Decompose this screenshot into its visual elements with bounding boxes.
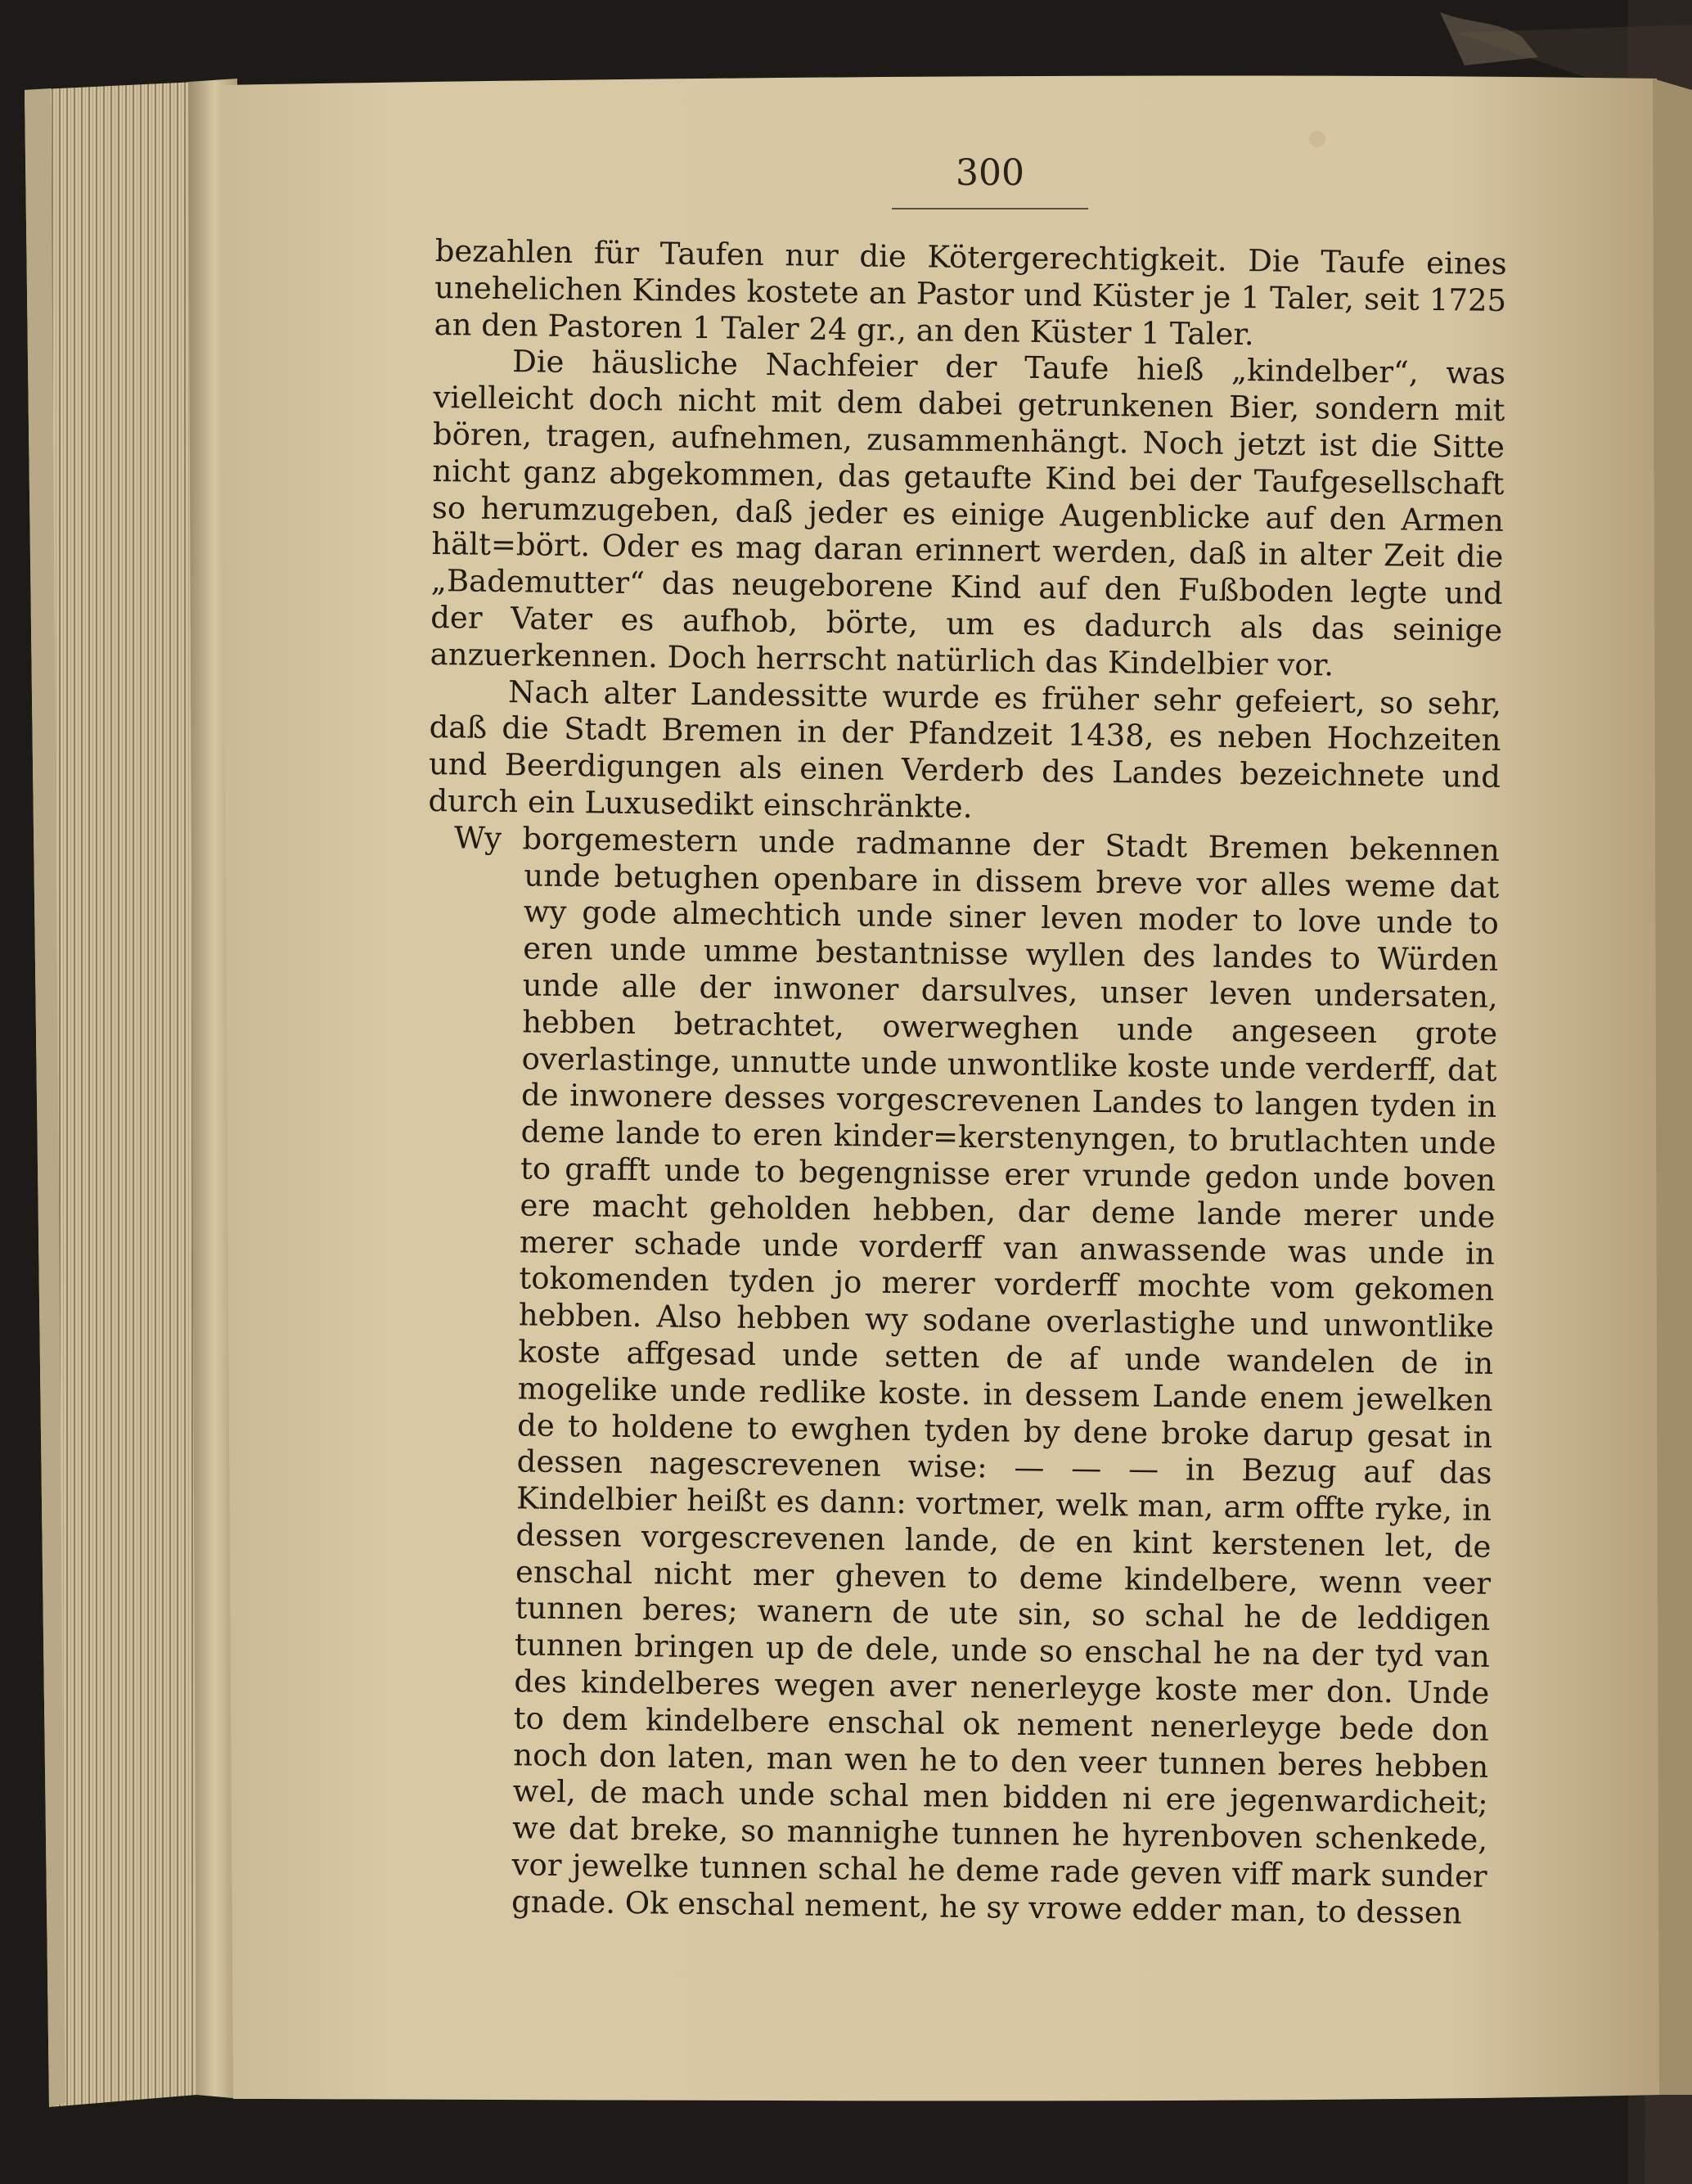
header-rule [892,208,1088,209]
paragraph-kindelber: Die häusliche Nachfeier der Taufe hieß „kindelber“, was vielleicht doch nicht mit dem dabei getrunkenen Bier, sondern mit bören, tragen, aufnehmen, zusammenhängt. Noch jetzt ist die Sitte nicht ganz abgekommen, das getaufte Kind bei der Taufgesellschaft so herumzugeben, daß jeder es einige Augenblicke auf den Armen hält=bört. Oder es mag daran erinnert werden, daß in alter Zeit die „Bademutter“ das neugeborene Kind auf den Fußboden legte und der Vater es aufhob, börte, um es dadurch als das seinige anzuerkennen. Doch herrscht natürlich das Kindelbier vor. [430,344,1506,683]
page-body [415,233,1507,1933]
quoted-edict [415,820,1500,1933]
quoted-edict-lead: Wy [453,820,502,856]
page-number: 300 [956,152,1024,194]
paragraph-taufen: bezahlen für Taufen nur die Kötergerechtigkeit. Die Taufe eines unehelichen Kindes kostete an Pastor und Küster je 1 Taler, seit 1725 an den Pastoren 1 Taler 24 gr., an den Küster 1 Taler. [434,233,1507,352]
page-header [867,152,1113,209]
quoted-edict-text: borgemestern unde radmanne der Stadt Bremen bekennen unde betughen openbare in dissem breve vor alles weme dat wy gode almechtich unde siner leven moder to love unde to eren unde umme bestantnisse wyllen des landes to Würden unde alle der inwoner darsulves, unser leven undersaten, hebben betrachtet, owerweghen unde angeseen grote overlastinge, unnutte unde unwontlike koste unde verderff, dat de inwonere desses vorgescrevenen Landes to langen tyden in deme lande to eren kinder=kerstenyngen, to brutlachten unde to grafft unde to begengnisse erer vrunde gedon unde boven ere macht geholden hebben, dar deme lande merer unde merer schade unde vorderff van anwassende was unde in tokomenden tyden jo merer vorderff mochte vom gekomen hebben. Also hebben wy sodane overlastighe und unwontlike koste affgesad unde setten de af unde wandelen de in mogelike unde redlike koste. in dessem Lande enem jewelken de to holdene to ewghen tyden by dene broke darup gesat in dessen nagescrevenen wise: — — — in Bezug auf das Kindelbier heißt es dann: vortmer, welk man, arm offte ryke, in dessen vorgescrevenen lande, de en kint kerstenen let, de enschal nicht mer gheven to deme kindelbere, wenn veer tunnen beres; wanern de ute sin, so schal he de leddigen tunnen bringen up de dele, unde so enschal he na der tyd van des kindelberes wegen aver nenerleyge koste mer don. Unde to dem kindelbere enschal ok nement nenerleyge bede don noch don laten, man wen he to den veer tunnen beres hebben wel, de mach unde schal men bidden ni ere jegenwardicheit; we dat breke, so mannighe tunnen he hyrenboven schenkede, vor jewelke tunnen schal he deme rade geven viff mark sunder gnade. Ok enschal nement, he sy vrowe edder man, to dessen [511,821,1501,1931]
paragraph-landessitte: Nach alter Landessitte wurde es früher sehr gefeiert, so sehr, daß die Stadt Bremen in der Pfandzeit 1438, es neben Hochzeiten und Beerdigungen als einen Verderb des Landes bezeichnete und durch ein Luxusedikt einschränkte. [428,673,1502,826]
